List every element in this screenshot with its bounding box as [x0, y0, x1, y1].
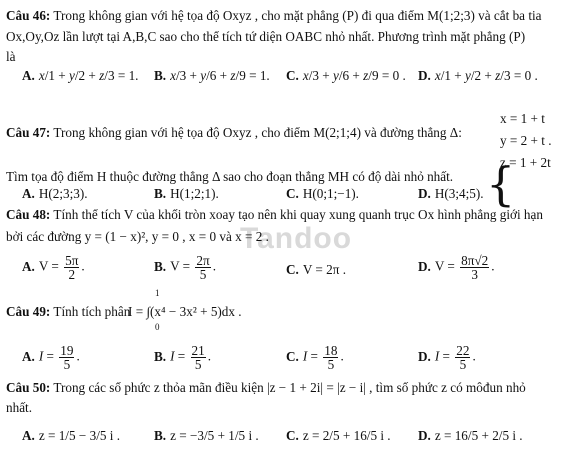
q50-option-b[interactable]: B. z = −3/5 + 1/5 i .	[154, 428, 259, 443]
q50-option-c[interactable]: C. z = 2/5 + 16/5 i .	[286, 428, 391, 443]
q48-option-d[interactable]: D. V = $\frac{8\pi√2}{3}$ .	[418, 253, 495, 282]
q50-text2: nhất.	[6, 400, 33, 415]
watermark-logo: Tandoo	[240, 222, 353, 255]
q47-line1	[6, 125, 462, 141]
q47-text1: Trong không gian với hệ tọa độ Oxyz , cho điểm M(2;1;4) và đường thẳng Δ:	[53, 125, 462, 140]
q48-line1	[6, 207, 543, 223]
q50-option-d[interactable]: D. z = 16/5 + 2/5 i .	[418, 428, 523, 443]
q49-text1: Tính tích phân	[53, 304, 131, 319]
q49-option-b[interactable]: B. I = $\frac{21}{5}$ .	[154, 343, 212, 372]
q46-line1	[6, 8, 542, 24]
q50-text1: Trong các số phức z thỏa mãn điều kiện |z − 1 + 2i| = |z − i| , tìm số phức z có môđun nhỏ	[53, 380, 526, 395]
q46-option-c[interactable]: C. x/3 + y/6 + z/9 = 0 .	[286, 68, 406, 83]
system-row-2: y = 2 + t .	[500, 133, 552, 148]
brace-symbol: {	[486, 157, 516, 211]
integral-lower-limit: 0	[155, 322, 160, 332]
q50-label: Câu 50:	[6, 380, 51, 395]
q46-text1: Trong không gian với hệ tọa độ Oxyz , cho mặt phẳng (P) đi qua điểm M(1;2;3) và cắt ba tia	[53, 8, 542, 23]
q47-label: Câu 47:	[6, 125, 51, 140]
system-row-1: x = 1 + t	[500, 111, 545, 126]
q50-line1	[6, 380, 526, 396]
q48-option-a[interactable]: A. V = $\frac{5\pi}{2}$ .	[22, 253, 85, 282]
q50-option-a[interactable]: A. z = 1/5 − 3/5 i .	[22, 428, 121, 443]
q46-option-b[interactable]: B. x/3 + y/6 + z/9 = 1.	[154, 68, 270, 83]
q46-option-d[interactable]: D. x/1 + y/2 + z/3 = 0 .	[418, 68, 538, 83]
q48-option-b[interactable]: B. V = $\frac{2\pi}{5}$ .	[154, 253, 216, 282]
q48-option-c[interactable]: C. V = 2π .	[286, 262, 346, 277]
q48-label: Câu 48:	[6, 207, 51, 222]
q49-line1	[6, 304, 130, 320]
q49-option-c[interactable]: C. I = $\frac{18}{5}$ .	[286, 343, 344, 372]
q47-text2: Tìm tọa độ điểm H thuộc đường thẳng Δ sao cho đoạn thẳng MH có độ dài nhỏ nhất.	[6, 169, 454, 184]
q49-option-d[interactable]: D. I = $\frac{22}{5}$ .	[418, 343, 476, 372]
integral-upper-limit: 1	[155, 288, 160, 298]
q48-text2: bởi các đường y = (1 − x)², y = 0 , x = 0 và x = 2 .	[6, 229, 269, 244]
q46-text3: là	[6, 49, 16, 64]
q47-option-b[interactable]: B. H(1;2;1).	[154, 186, 219, 201]
q49-label: Câu 49:	[6, 304, 51, 319]
q48-text1: Tính thể tích V của khối tròn xoay tạo nên khi quay xung quanh trục Ox hình phẳng giới hạn	[53, 207, 543, 222]
q46-option-a[interactable]: A. x/1 + y/2 + z/3 = 1.	[22, 68, 139, 83]
q49-option-a[interactable]: A. I = $\frac{19}{5}$ .	[22, 343, 80, 372]
system-row-3: z = 1 + 2t	[500, 155, 551, 170]
q47-option-c[interactable]: C. H(0;1;−1).	[286, 186, 359, 201]
q46-label: Câu 46:	[6, 8, 51, 23]
q47-option-a[interactable]: A. H(2;3;3).	[22, 186, 88, 201]
q46-text2: Ox,Oy,Oz lần lượt tại A,B,C sao cho thể tích tứ diện OABC nhỏ nhất. Phương trình mặt phẳng (P)	[6, 29, 526, 44]
q47-option-d[interactable]: D. H(3;4;5).	[418, 186, 484, 201]
q49-integral: I = ∫(x⁴ − 3x² + 5)dx .	[128, 304, 242, 319]
